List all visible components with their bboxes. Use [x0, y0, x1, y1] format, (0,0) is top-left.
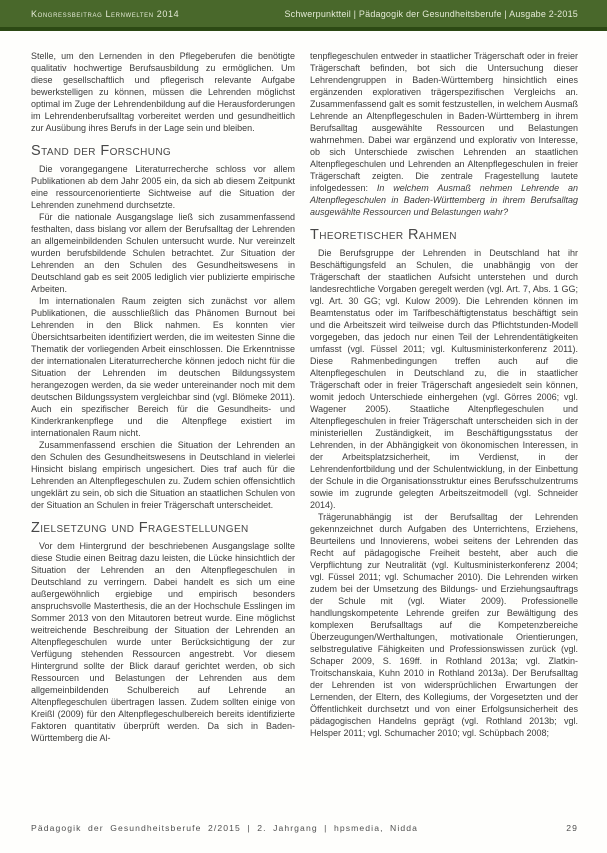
paragraph-text: tenpflegeschulen entweder in staatlicher Trägerschaft oder in freier Trägerschaft befinden, bot sich die Untersuchung dieser Lehrendengruppen in Baden-Württemberg hinsichtlich eines ergänzenden explorativen trägerspezifischen Vergleichs an. Zusammenfassend galt es somit festzustellen, in welchem Ausmaß Lehrende an Altenpflegeschulen in Baden-Württemberg in ihrem Berufsalltag ausgewählte Ressourcen und Belastungen wahrnehmen. Dabei war ergänzend und explorativ von Interesse, ob sich Unterschiede zwischen Lehrenden an staatlichen Altenpflegeschulen und Lehrenden an Altenpflegeschulen in freier Trägerschaft zeigten. Die zentrale Fragestellung lautete infolgedessen:	[310, 51, 578, 193]
paragraph: Zusammenfassend erschien die Situation der Lehrenden an den Schulen des Gesundheitswesens in Deutschland in vielerlei Hinsicht bislang empirisch ungesichert. Dies traf auch für die Lehrenden an Altenpflegeschulen zu. Zudem schien offensichtlich ungeklärt zu sein, ob sich die Situation an staatlichen Schulen von der Situation an Schulen in freier Trägerschaft unterscheidet.	[31, 440, 295, 510]
page-footer	[31, 823, 578, 833]
header-conference-label: Kongressbeitrag Lernwelten 2014	[31, 8, 180, 19]
text-column-left	[31, 50, 295, 744]
footer-journal-line: Pädagogik der Gesundheitsberufe 2/2015 | 2. Jahrgang | hpsmedia, Nidda	[31, 823, 418, 833]
paragraph	[310, 50, 578, 218]
section-heading-zielsetzung: Zielsetzung und Fragestellungen	[31, 520, 249, 536]
paragraph: Die Berufsgruppe der Lehrenden in Deutschland hat ihr Beschäftigungsfeld an Schulen, die unabhängig von der Trägerschaft der staatlichen Aufsicht unterstehen und durch landesrechtliche Vorgaben geregelt werden (vgl. Art. 7, Abs. 1 GG; vgl. Art. 30 GG; vgl. Kulow 2009). Die Lehrenden können im Beamtenstatus oder im Tarifbeschäftigtenstatus beschäftigt sein und die Arbeitszeit wird teilweise durch das Pflichtstunden-Modell vorgegeben, das jedoch nur einen Teil der Lehrendentätigkeiten umfasst (vgl. Füssel 2011; vgl. Kultusministerkonferenz 2011). Diese Rahmenbedingungen treffen auch auf die Altenpflegeschulen in Deutschland zu, die in staatlicher Trägerschaft oder in freier Trägerschaft angesiedelt sein können, womit jedoch Unterschiede einhergehen (vgl. Görres 2006; vgl. Wagener 2005). Staatliche Altenpflegeschulen und Altenpflegeschulen in freier Trägerschaft unterscheiden sich in der ministeriellen Zuständigkeit, im Beschäftigungsstatus der Lehrenden, in der Abhängigkeit von ökonomischen Interessen, in der Arbeitsplatzsicherheit, im Verdienst, in der Lehrendenfortbildung und der Schulentwicklung, in der Einbettung der Schule in die Organisationsstruktur eines Berufsschulzentrums sowie im zugrunde gelegten Arbeitszeitmodell (vgl. Schneider 2014).	[310, 248, 578, 510]
section-heading-theoretischer-rahmen: Theoretischer Rahmen	[310, 227, 457, 243]
paragraph: Stelle, um den Lernenden in den Pflegeberufen die benötigte qualitativ hochwertige Berufsausbildung zu ermöglichen. Um diese gesellschaftlich und pflegerisch relevante Aufgabe bewerkstelligen zu können, müssen die Lehrenden möglichst optimal im Zuge der Lehrendenbildung auf die Herausforderungen im Lehrendenberufsalltag vorbereitet werden und gesundheitlich zur Ausübung ihres Berufs in der Lage sein und bleiben.	[31, 51, 295, 133]
page-header	[0, 0, 607, 31]
section-heading-stand-der-forschung: Stand der Forschung	[31, 143, 172, 159]
central-research-question: In welchem Ausmaß nehmen Lehrende an Altenpflegeschulen in Baden-Württemberg in ihrem Berufsalltag ausgewählte Ressourcen und Belastungen wahr?	[310, 183, 579, 217]
text-column-right	[310, 50, 578, 739]
paragraph: Vor dem Hintergrund der beschriebenen Ausgangslage sollte diese Studie einen Beitrag dazu leisten, die Lücke hinsichtlich der Situation der Lehrenden an den Altenpflegeschulen in Deutschland zu verringern. Dabei handelt es sich um eine außergewöhnlich ergiebige und empirisch besonders anspruchsvolle Masterthesis, die an der Hochschule Esslingen im Sommer 2013 von den Mitautoren betreut wurde. Eine möglichst weitreichende Beschreibung der Situation der Lehrenden an Altenpflegeschulen wurde unter Berücksichtigung der zur Verfügung stehenden Ressourcen angestrebt. Vor diesem Hintergrund sollte der Blick darauf gerichtet werden, ob sich Ressourcen und Belastungen der Lehrenden aus dem allgemeinbildenden Schulbereich auf Lehrende an Altenpflegeschulen übertragen lassen. Zudem sollten einige von Kreißl (2009) für den Altenpflegeschulbereich bereits identifizierte Faktoren quantitativ überprüft werden. Da sich in Baden-Württemberg die Al-	[31, 541, 295, 743]
paragraph: Im internationalen Raum zeigten sich zunächst vor allem Publikationen, die ausschließlich das Phänomen Burnout bei Lehrenden in den Blick nahmen. Es konnten vier Übersichtsarbeiten identifiziert werden, die im weitesten Sinne die Thematik der vorliegenden Arbeit einschlossen. Die Erkenntnisse der internationalen Literaturrecherche können jedoch nicht für die Situation der Lehrenden im deutschen Bildungssystem herangezogen werden, da sie weder untereinander noch mit dem deutschen Bildungssystem vergleichbar sind (vgl. Blömeke 2011). Auch ein spezifischer Bereich für die Gesundheits- und Kinderkrankenpflege und die Altenpflege existiert im internationalen Raum nicht.	[31, 296, 295, 438]
paragraph: Die vorangegangene Literaturrecherche schloss vor allem Publikationen ab dem Jahr 2005 ein, da sich ab diesem Zeitpunkt eine ressourcenorientierte Sichtweise auf die Situation der Lehrenden zunehmend durchsetzte.	[31, 164, 295, 210]
paragraph: Für die nationale Ausgangslage ließ sich zusammenfassend festhalten, dass bislang vor allem der Berufsalltag der Lehrenden an allgemeinbildenden Schulen untersucht wurde. Nur vereinzelt wurden berufsbildende Schulen betrachtet. Zur Situation der Lehrenden an den Schulen des Gesundheitswesens in Deutschland gab es seit 2005 lediglich vier publizierte empirische Arbeiten.	[31, 212, 295, 294]
header-issue-label: Schwerpunktteil | Pädagogik der Gesundheitsberufe | Ausgabe 2-2015	[284, 8, 578, 19]
paragraph: Trägerunabhängig ist der Berufsalltag der Lehrenden gekennzeichnet durch Aufgaben des Unterrichtens, Erziehens, Beurteilens und Innovierens, wobei seitens der Lehrenden das Recht auf pädagogische Freiheit besteht, aber auch die Verpflichtung zur Neutralität (vgl. Kultusministerkonferenz 2004; vgl. Füssel 2011; vgl. Schumacher 2010). Die Lehrenden wirken zudem bei der Umsetzung des Bildungs- und Erziehungsauftrags der Schule mit (vgl. Wiater 2009). Professionelle handlungskompetente Lehrende greifen zur Bewältigung des komplexen Berufsalltags auf die Kompetenzbereiche Überzeugungen/Werthaltungen, motivationale Orientierungen, selbstregulative Fähigkeiten und Professionswissen zurück (vgl. Schaper 2009, S. 169ff. in Rothland 2013a; vgl. Zlatkin-Troitschanskaia, Kuhn 2010 in Rothland 2013a). Der Berufsalltag der Lehrenden ist von widersprüchlichen Erwartungen der Lernenden, der Eltern, des Kollegiums, der Vorgesetzten und der Öffentlichkeit durchsetzt und von einer Erfolgsunsicherheit des pädagogischen Handelns geprägt (vgl. Rothland 2013b; vgl. Helsper 2011; vgl. Schumacher 2010; vgl. Schüpbach 2008;	[310, 512, 578, 738]
footer-page-number: 29	[566, 823, 578, 833]
